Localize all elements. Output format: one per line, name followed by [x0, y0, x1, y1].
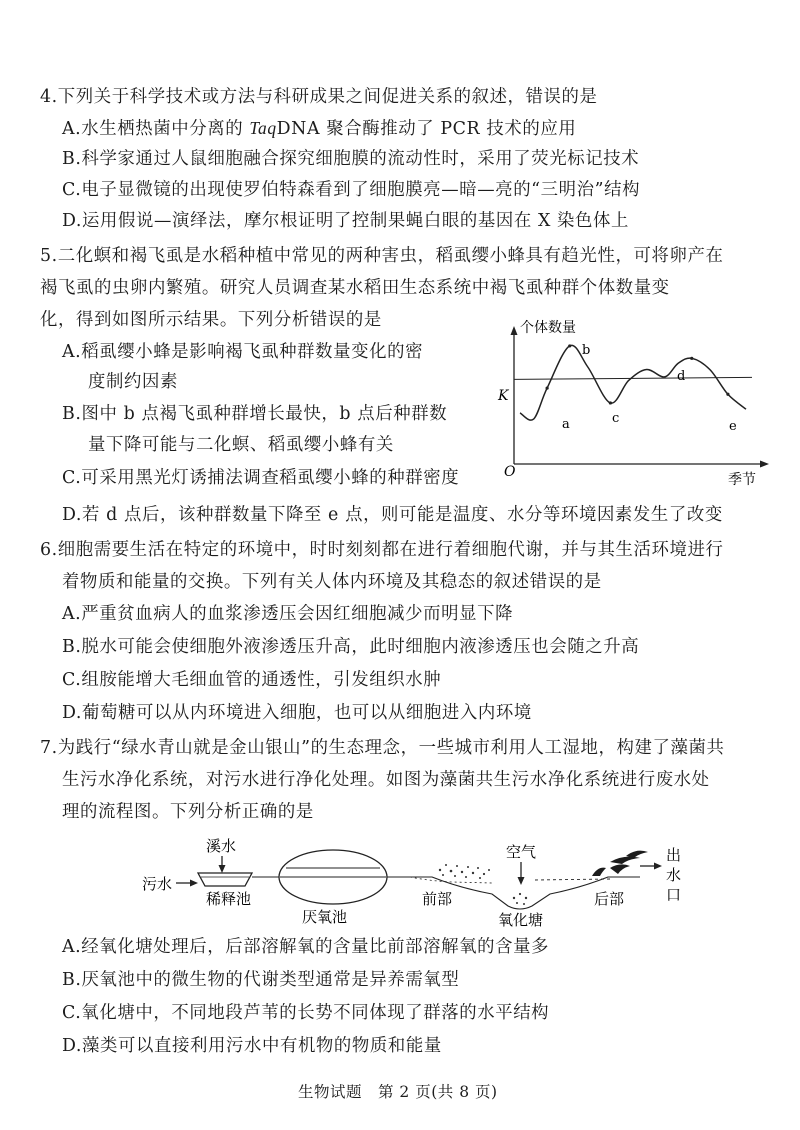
air-arrowhead — [518, 877, 525, 885]
chart-ylabel: 个体数量 — [520, 320, 576, 336]
chart-point-c — [609, 401, 612, 404]
population-chart — [480, 318, 780, 490]
q7-option-c: C.氧化塘中，不同地段芦苇的长势不同体现了群落的水平结构 — [62, 1003, 550, 1023]
q5-option-c: C.可采用黑光灯诱捕法调查稻虱缨小蜂的种群密度 — [62, 468, 460, 488]
front-vegetation — [439, 864, 490, 879]
q4-option-b: B.科学家通过人鼠细胞融合探究细胞膜的流动性时，采用了荧光标记技术 — [62, 149, 640, 169]
q5-stem-line3: 化，得到如图所示结果。下列分析错误的是 — [40, 310, 382, 330]
oxidation-pond-label: 氧化塘 — [498, 911, 544, 929]
dilution-pool-shape — [198, 873, 252, 886]
chart-xlabel: 季节 — [728, 472, 756, 488]
front-label: 前部 — [422, 890, 453, 908]
q5-option-a-line2: 度制约因素 — [88, 372, 178, 392]
chart-point-b — [568, 344, 571, 347]
q5-option-a-line1: A.稻虱缨小蜂是影响褐飞虱种群数量变化的密 — [62, 342, 424, 362]
q4-option-a-post: DNA 聚合酶推动了 PCR 技术的应用 — [276, 119, 577, 139]
outlet-label-char-1: 出 — [666, 846, 682, 864]
chart-population-curve — [520, 345, 746, 420]
sewage-label: 污水 — [142, 875, 173, 893]
chart-y-axis-arrow — [511, 326, 518, 335]
q6-option-c: C.组胺能增大毛细血管的通透性，引发组织水肿 — [62, 670, 442, 690]
chart-point-a — [546, 386, 549, 389]
q7-option-d: D.藻类可以直接利用污水中有机物的物质和能量 — [62, 1036, 442, 1056]
stream-water-label: 溪水 — [206, 837, 237, 855]
air-label: 空气 — [506, 843, 537, 861]
q6-option-a: A.严重贫血病人的血浆渗透压会因红细胞减少而明显下降 — [62, 604, 514, 624]
q6-option-d: D.葡萄糖可以从内环境进入细胞，也可以从细胞进入内环境 — [62, 703, 532, 723]
q5-stem-line2: 褐飞虱的虫卵内繁殖。研究人员调查某水稻田生态系统中褐飞虱种群个体数量变 — [40, 278, 670, 298]
chart-point-d — [690, 357, 693, 360]
q7-option-b: B.厌氧池中的微生物的代谢类型通常是异养需氧型 — [62, 970, 460, 990]
outlet-label-char-3: 口 — [666, 886, 682, 904]
sewage-arrowhead — [190, 880, 198, 887]
outlet-arrowhead — [654, 863, 662, 870]
rear-plant-icon — [592, 864, 630, 876]
wetland-dotted-surface — [535, 879, 610, 880]
chart-point-label-a: a — [562, 417, 570, 432]
q4-option-a-taq: Taq — [249, 118, 277, 138]
q4-option-d: D.运用假说—演绎法，摩尔根证明了控制果蝇白眼的基因在 X 染色体上 — [62, 211, 630, 231]
stream-water-arrowhead — [219, 865, 226, 873]
q6-stem-line1: 6.细胞需要生活在特定的环境中，时时刻刻都在进行着细胞代谢，并与其生活环境进行 — [40, 540, 724, 560]
chart-origin-label: O — [504, 464, 516, 480]
chart-x-axis-arrow — [760, 461, 769, 468]
chart-point-label-e: e — [729, 419, 737, 434]
chart-point-e — [726, 393, 729, 396]
q7-stem-line1: 7.为践行“绿水青山就是金山银山”的生态理念，一些城市利用人工湿地，构建了藻菌共 — [40, 738, 725, 758]
chart-point-label-c: c — [612, 411, 620, 426]
q7-stem-line2: 生污水净化系统，对污水进行净化处理。如图为藻菌共生污水净化系统进行废水处 — [62, 770, 710, 790]
q5-option-d: D.若 d 点后，该种群数量下降至 e 点，则可能是温度、水分等环境因素发生了改变 — [62, 505, 723, 525]
outlet-label-char-2: 水 — [666, 866, 682, 884]
wastewater-flow-diagram — [140, 832, 700, 932]
outlet-plant-icon — [610, 851, 648, 864]
pond-plants — [513, 893, 527, 905]
q7-stem-line3: 理的流程图。下列分析正确的是 — [62, 802, 314, 822]
q7-option-a: A.经氧化塘处理后，后部溶解氧的含量比前部溶解氧的含量多 — [62, 937, 550, 957]
q6-stem-line2: 着物质和能量的交换。下列有关人体内环境及其稳态的叙述错误的是 — [62, 572, 602, 592]
q4-option-a-pre: A.水生栖热菌中分离的 — [62, 119, 250, 139]
q5-option-b-line2: 量下降可能与二化螟、稻虱缨小蜂有关 — [88, 435, 394, 455]
rear-label: 后部 — [594, 890, 625, 908]
chart-k-label: K — [498, 388, 509, 404]
chart-point-label-d: d — [677, 369, 686, 384]
anaerobic-pool-label: 厌氧池 — [302, 908, 348, 926]
q5-option-b-line1: B.图中 b 点褐飞虱种群增长最快，b 点后种群数 — [62, 404, 448, 424]
q4-option-a — [62, 116, 576, 141]
q6-option-b: B.脱水可能会使细胞外液渗透压升高，此时细胞内液渗透压也会随之升高 — [62, 637, 640, 657]
page-footer: 生物试题 第 2 页(共 8 页) — [298, 1083, 498, 1101]
chart-point-label-b: b — [582, 343, 591, 358]
q4-stem: 4.下列关于科学技术或方法与科研成果之间促进关系的叙述，错误的是 — [40, 87, 598, 107]
q4-option-c: C.电子显微镜的出现使罗伯特森看到了细胞膜亮—暗—亮的“三明治”结构 — [62, 180, 641, 200]
q5-stem-line1: 5.二化螟和褐飞虱是水稻种植中常见的两种害虫，稻虱缨小蜂具有趋光性，可将卵产在 — [40, 246, 724, 266]
dilution-pool-label: 稀释池 — [206, 890, 252, 908]
